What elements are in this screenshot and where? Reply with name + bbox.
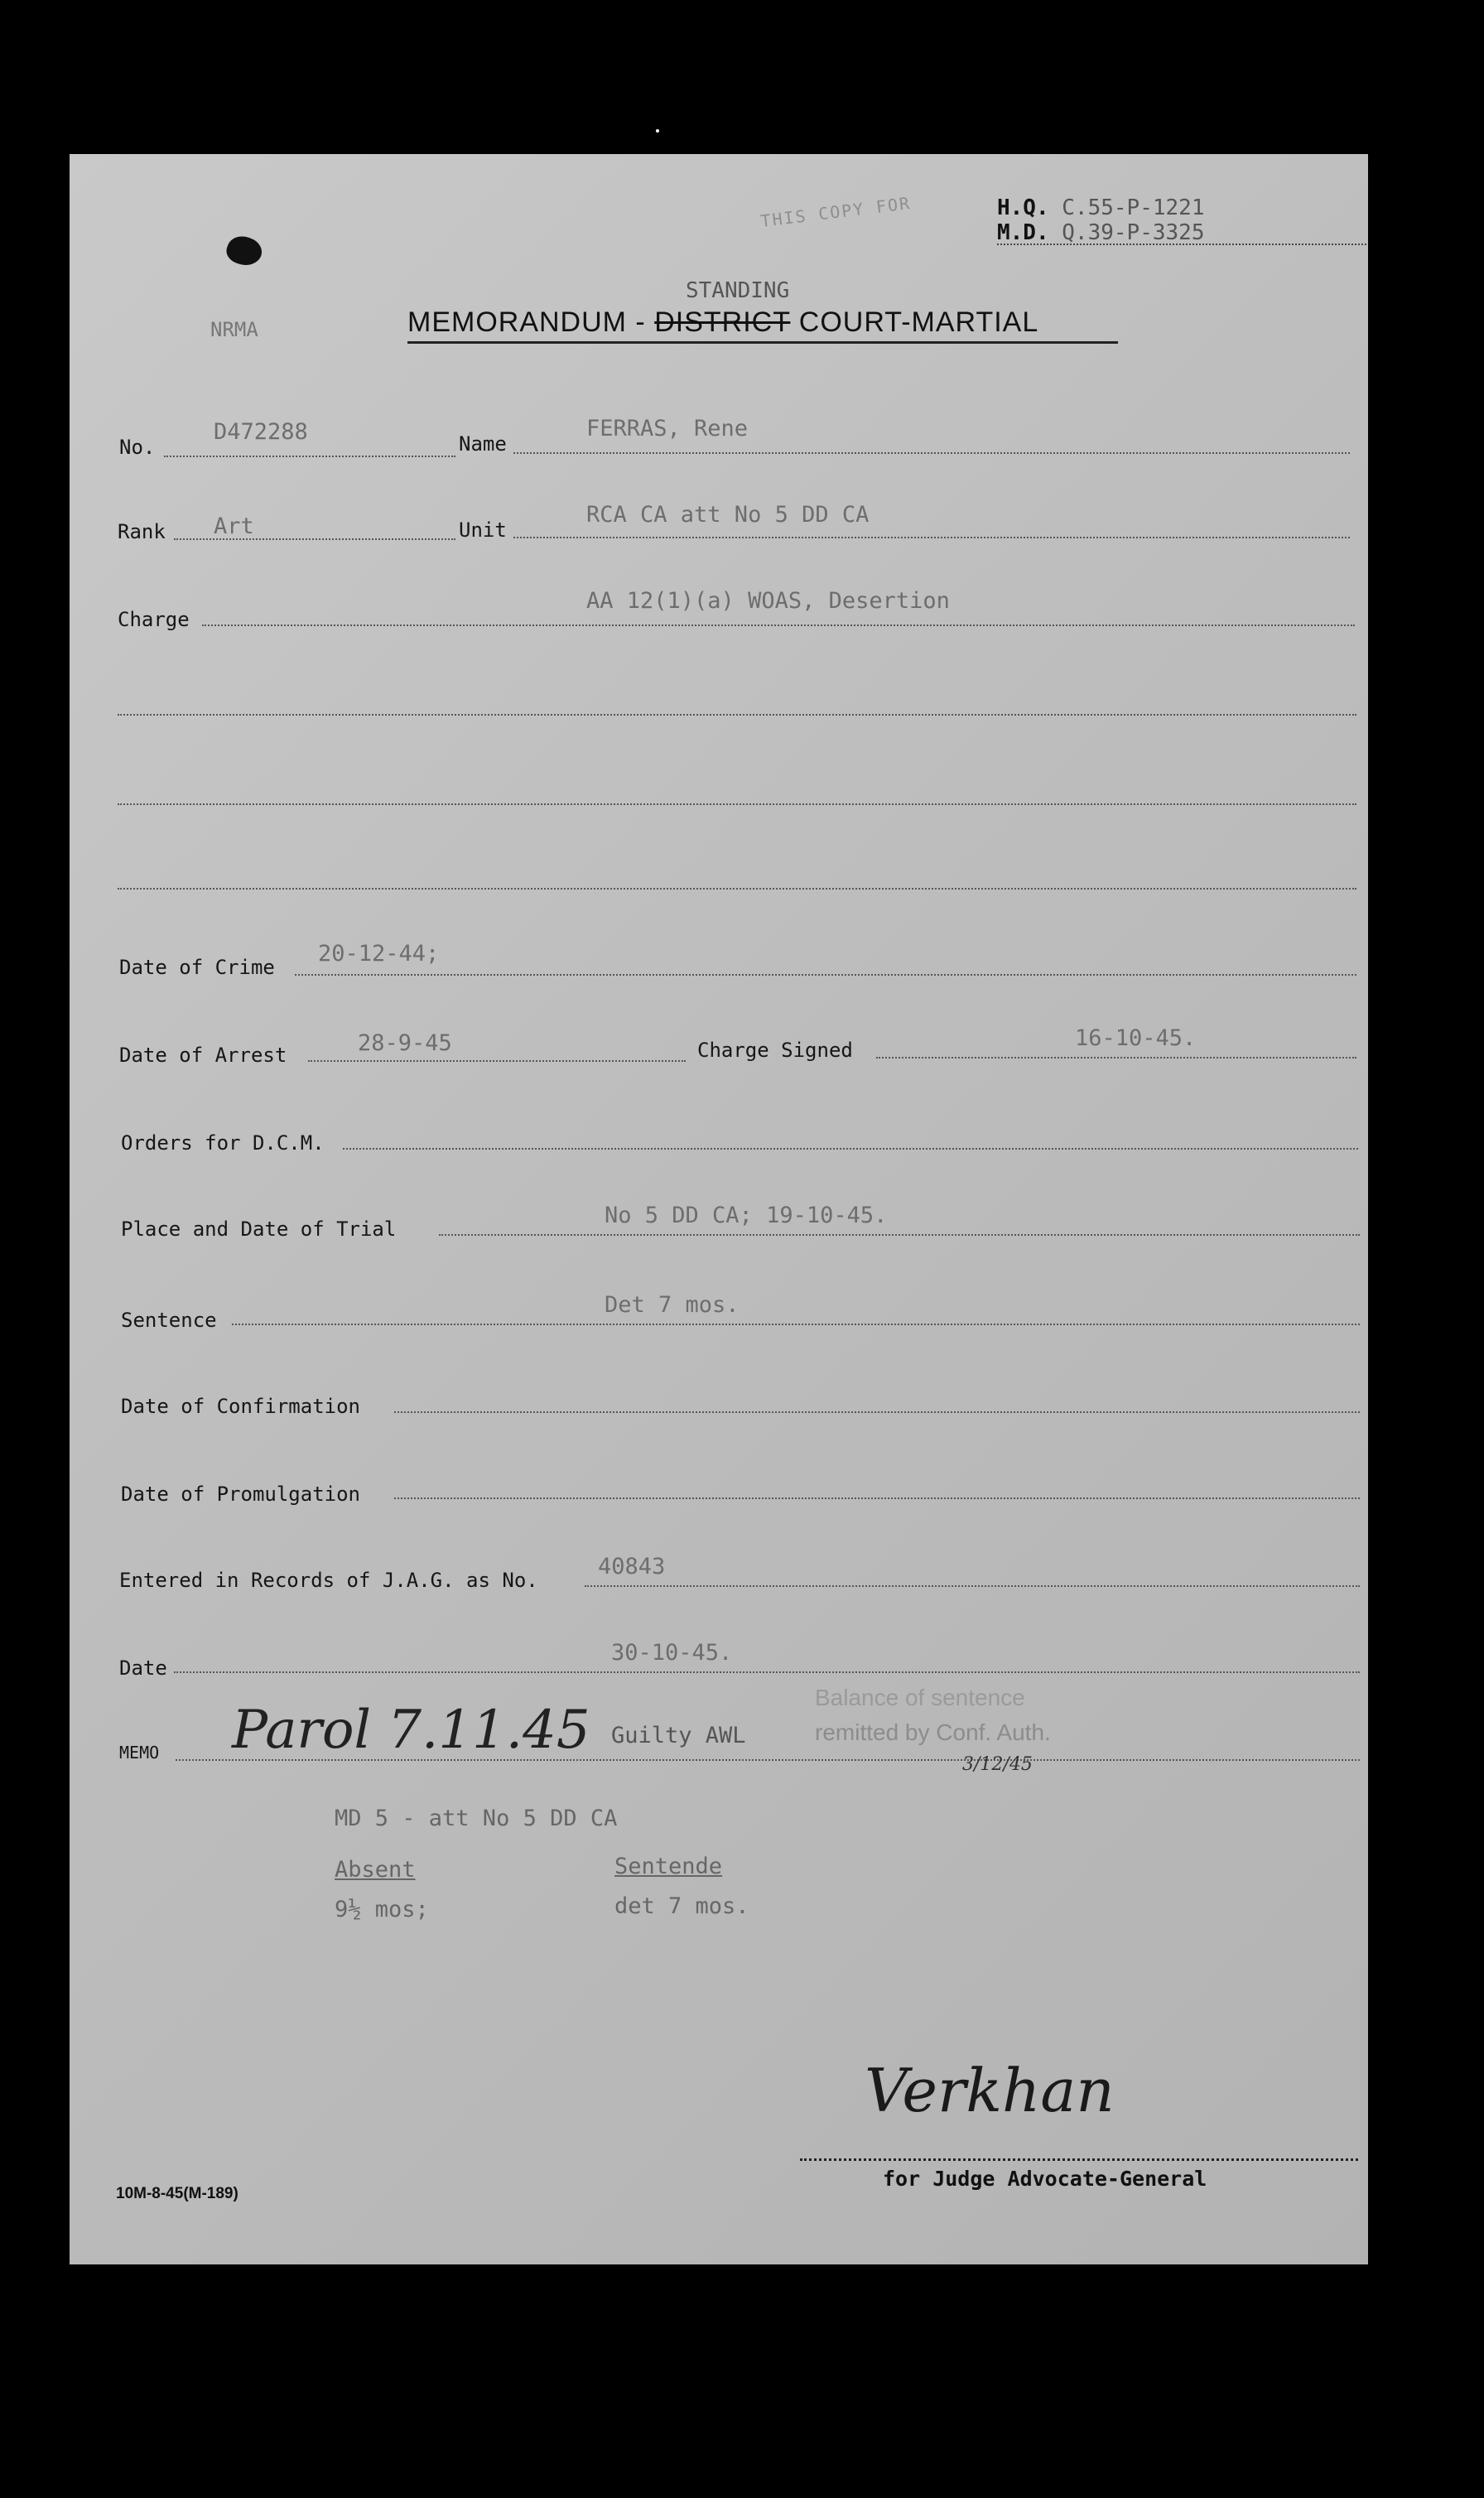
- rank-value: Art: [214, 514, 254, 539]
- memo-initials: 3/12/45: [962, 1754, 1033, 1775]
- standing-insert: STANDING: [686, 278, 790, 303]
- place-date-of-trial-value: No 5 DD CA; 19-10-45.: [605, 1203, 888, 1228]
- place-date-of-trial-label: Place and Date of Trial: [121, 1218, 397, 1241]
- charge-continuation-line-3: [118, 888, 1356, 890]
- memo-block-absent-value: 9½ mos;: [335, 1897, 429, 1922]
- signature-line: [800, 2158, 1358, 2161]
- sentence-dotline: [232, 1324, 1360, 1325]
- name-dotline: [513, 452, 1350, 454]
- charge-signed-value: 16-10-45.: [1075, 1025, 1197, 1051]
- document-title: [407, 306, 1038, 339]
- court-martial-memorandum: [70, 154, 1368, 2264]
- title-struck-district: DISTRICT: [654, 306, 791, 338]
- form-code: 10M-8-45(M-189): [116, 2185, 238, 2202]
- sentence-value: Det 7 mos.: [605, 1292, 740, 1318]
- date-of-crime-label: Date of Crime: [119, 956, 275, 979]
- reference-underline: [997, 244, 1368, 245]
- md-value: Q.39-P-3325: [1062, 220, 1205, 245]
- sentence-label: Sentence: [121, 1309, 217, 1332]
- charge-label: Charge: [118, 608, 190, 631]
- unit-label: Unit: [459, 518, 507, 542]
- orders-for-dcm-dotline: [343, 1148, 1358, 1150]
- md-reference: [997, 220, 1204, 245]
- charge-signed-label: Charge Signed: [697, 1039, 853, 1062]
- signer-role: for Judge Advocate-General: [883, 2167, 1207, 2191]
- memo-label: MEMO: [119, 1743, 160, 1763]
- film-speck: [656, 129, 659, 133]
- hq-label: H.Q.: [997, 195, 1049, 220]
- name-label: Name: [459, 432, 507, 456]
- date-of-confirmation-dotline: [394, 1411, 1360, 1413]
- date-of-crime-dotline: [295, 974, 1356, 976]
- name-value: FERRAS, Rene: [586, 416, 749, 441]
- copy-stamp: THIS COPY FOR: [759, 192, 913, 232]
- date-dotline: [174, 1671, 1360, 1673]
- unit-value: RCA CA att No 5 DD CA: [586, 502, 870, 528]
- memo-block-line-1: MD 5 - att No 5 DD CA: [335, 1806, 618, 1831]
- date-value: 30-10-45.: [611, 1640, 733, 1666]
- jag-records-dotline: [585, 1585, 1360, 1587]
- charge-dotline: [202, 624, 1355, 626]
- title-underline: [407, 341, 1118, 344]
- hq-reference: [997, 195, 1204, 220]
- remission-stamp-line-2: remitted by Conf. Auth.: [815, 1719, 1051, 1745]
- rank-label: Rank: [118, 520, 166, 543]
- memo-block-sentence-value: det 7 mos.: [614, 1893, 749, 1919]
- no-label: No.: [119, 436, 156, 459]
- date-of-crime-value: 20-12-44;: [318, 941, 440, 967]
- hq-value: C.55-P-1221: [1062, 195, 1205, 220]
- date-label: Date: [119, 1656, 167, 1680]
- md-label: M.D.: [997, 220, 1049, 245]
- date-of-arrest-dotline: [308, 1060, 686, 1062]
- nrma-label: NRMA: [210, 318, 258, 341]
- jag-records-label: Entered in Records of J.A.G. as No.: [119, 1569, 538, 1592]
- title-part-memorandum: MEMORANDUM -: [407, 306, 655, 338]
- remission-stamp-line-1: Balance of sentence: [815, 1685, 1025, 1710]
- signature: Verkhan: [865, 2056, 1115, 2125]
- memo-typed-note: Guilty AWL: [611, 1723, 746, 1748]
- date-of-confirmation-label: Date of Confirmation: [121, 1395, 360, 1418]
- date-of-promulgation-label: Date of Promulgation: [121, 1483, 360, 1506]
- ink-blot: [223, 232, 265, 270]
- charge-continuation-line-2: [118, 803, 1356, 805]
- date-of-promulgation-dotline: [394, 1497, 1360, 1499]
- charge-value: AA 12(1)(a) WOAS, Desertion: [586, 588, 950, 614]
- charge-continuation-line-1: [118, 714, 1356, 716]
- place-date-of-trial-dotline: [439, 1234, 1360, 1236]
- orders-for-dcm-label: Orders for D.C.M.: [121, 1131, 325, 1155]
- memo-handwritten-note: Parol 7.11.45: [232, 1700, 590, 1761]
- no-value: D472288: [214, 419, 308, 445]
- jag-records-value: 40843: [598, 1554, 666, 1579]
- no-dotline: [164, 456, 455, 457]
- date-of-arrest-label: Date of Arrest: [119, 1044, 287, 1067]
- unit-dotline: [513, 537, 1350, 538]
- memo-block-sentence-label: Sentende: [614, 1854, 723, 1879]
- title-part-court-martial: COURT-MARTIAL: [790, 306, 1039, 338]
- date-of-arrest-value: 28-9-45: [358, 1030, 452, 1056]
- charge-signed-dotline: [876, 1057, 1356, 1059]
- memo-block-absent-label: Absent: [335, 1857, 416, 1883]
